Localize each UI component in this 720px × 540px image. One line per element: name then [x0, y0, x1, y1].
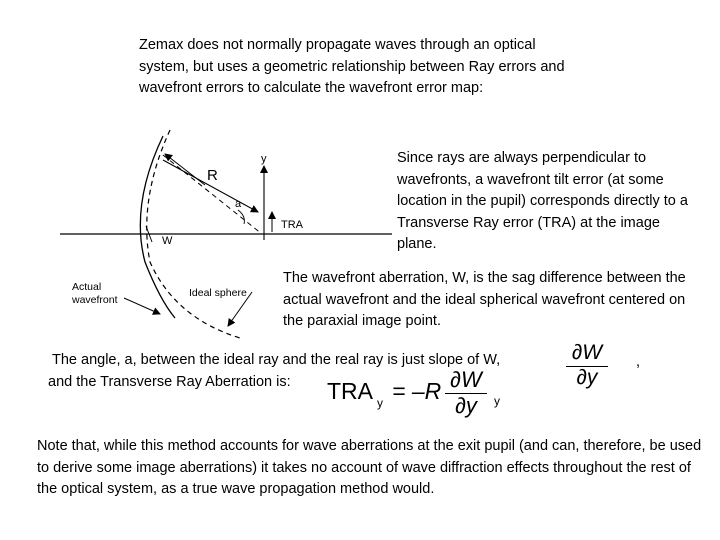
tra-sentence: and the Transverse Ray Aberration is: [48, 374, 291, 390]
radius-arrow [165, 154, 205, 185]
label-y: y [261, 153, 267, 165]
label-actual-wavefront-2: wavefront [72, 294, 118, 306]
label-R: R [207, 167, 218, 184]
intro-paragraph: Zemax does not normally propagate waves through an optical system, but uses a geometric relationship between Ray errors and wavefront errors to calculate the wavefront error map: [139, 37, 565, 96]
angle-sentence: The angle, a, between the ideal ray and the real ray is just slope of W, [52, 352, 501, 368]
tra-formula [327, 368, 527, 430]
tra-equals-minus-R: = –R [392, 378, 442, 404]
note-paragraph: Note that, while this method accounts for wave aberrations at the exit pupil (and can, therefore, be used to derive some image aberrations) it takes no account of wave diffraction effects throughout the rest of the optical system, as a true wave propagation method would. [37, 438, 702, 497]
tra-fraction [443, 368, 489, 418]
tra-lhs-subscript: y [377, 396, 383, 410]
slope-comma: , [636, 354, 641, 370]
tra-numerator: ∂W [450, 367, 482, 392]
slope-numerator: ∂W [571, 341, 603, 364]
tra-lhs: TRA [327, 378, 373, 404]
label-actual-wavefront-1: Actual [72, 281, 102, 293]
slope-formula [562, 342, 612, 389]
tra-denominator: ∂y [455, 393, 477, 418]
slope-denominator: ∂y [576, 366, 598, 389]
label-ideal-sphere: Ideal sphere [189, 287, 247, 299]
rays-perpendicular-paragraph: Since rays are always perpendicular to wavefronts, a wavefront tilt error (at some location in the pupil) corresponds directly to a Transverse Ray error (TRA) at the image plane. [397, 150, 688, 252]
label-W: W [162, 235, 173, 247]
label-a: a [235, 198, 242, 210]
tra-rhs-subscript: y [494, 394, 500, 408]
wavefront-aberration-paragraph: The wavefront aberration, W, is the sag difference between the actual wavefront and the ideal spherical wavefront centered on the paraxial image point. [283, 270, 686, 329]
label-TRA: TRA [281, 219, 303, 231]
actual-wavefront-pointer [124, 298, 160, 314]
